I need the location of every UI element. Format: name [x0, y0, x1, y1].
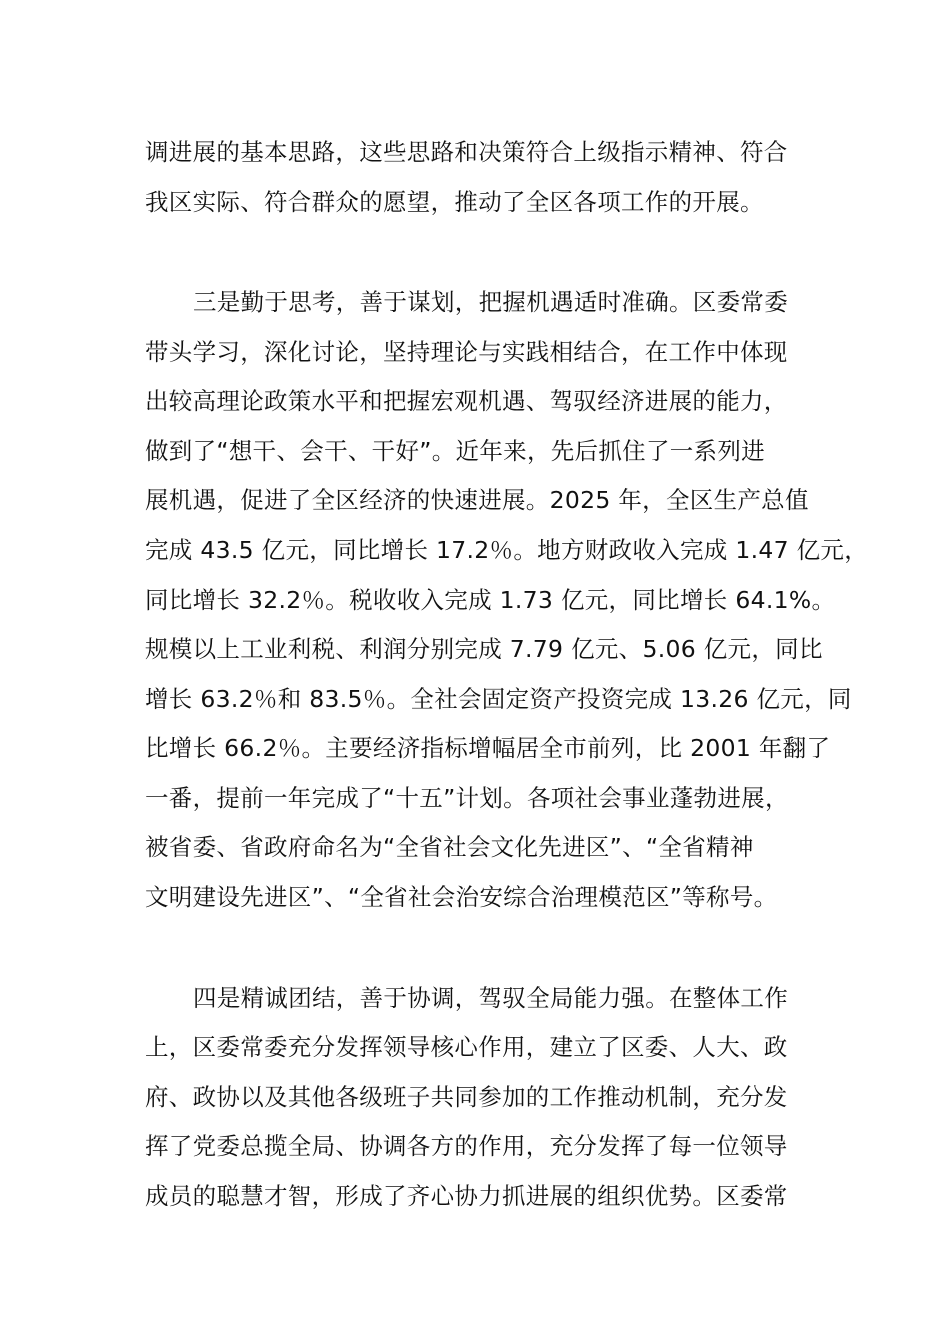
text-line: 增长 63.2％和 83.5％。全社会固定资产投资完成 13.26 亿元，同: [145, 685, 852, 713]
text-line: 成员的聪慧才智，形成了齐心协力抓进展的组织优势。区委常: [145, 1182, 788, 1210]
text-line: 同比增长 32.2％。税收收入完成 1.73 亿元，同比增长 64.1%。: [145, 586, 836, 614]
text-line: 出较高理论政策水平和把握宏观机遇、驾驭经济进展的能力，: [145, 387, 788, 415]
text-line: 展机遇，促进了全区经济的快速进展。2025 年，全区生产总值: [145, 486, 809, 514]
text-line: 一番，提前一年完成了“十五”计划。各项社会事业蓬勃进展，: [145, 784, 789, 812]
text-line: 被省委、省政府命名为“全省社会文化先进区”、“全省精神: [145, 833, 754, 861]
text-line: 挥了党委总揽全局、协调各方的作用，充分发挥了每一位领导: [145, 1132, 788, 1160]
text-line: 规模以上工业利税、利润分别完成 7.79 亿元、5.06 亿元，同比: [145, 635, 823, 663]
text-line: 我区实际、符合群众的愿望，推动了全区各项工作的开展。: [145, 188, 764, 216]
text-line: 上，区委常委充分发挥领导核心作用，建立了区委、人大、政: [145, 1033, 788, 1061]
text-line: 完成 43.5 亿元，同比增长 17.2％。地方财政收入完成 1.47 亿元，: [145, 536, 869, 564]
text-line: 三是勤于思考，善于谋划，把握机遇适时准确。区委常委: [193, 288, 788, 316]
text-line: 带头学习，深化讨论，坚持理论与实践相结合，在工作中体现: [145, 338, 788, 366]
text-line: 调进展的基本思路，这些思路和决策符合上级指示精神、符合: [145, 138, 788, 166]
text-line: 做到了“想干、会干、干好”。近年来，先后抓住了一系列进: [145, 437, 765, 465]
text-line: 府、政协以及其他各级班子共同参加的工作推动机制，充分发: [145, 1083, 788, 1111]
text-line: 比增长 66.2％。主要经济指标增幅居全市前列，比 2001 年翻了: [145, 734, 831, 762]
text-line: 文明建设先进区”、“全省社会治安综合治理模范区”等称号。: [145, 883, 778, 911]
text-line: 四是精诚团结，善于协调，驾驭全局能力强。在整体工作: [193, 984, 788, 1012]
